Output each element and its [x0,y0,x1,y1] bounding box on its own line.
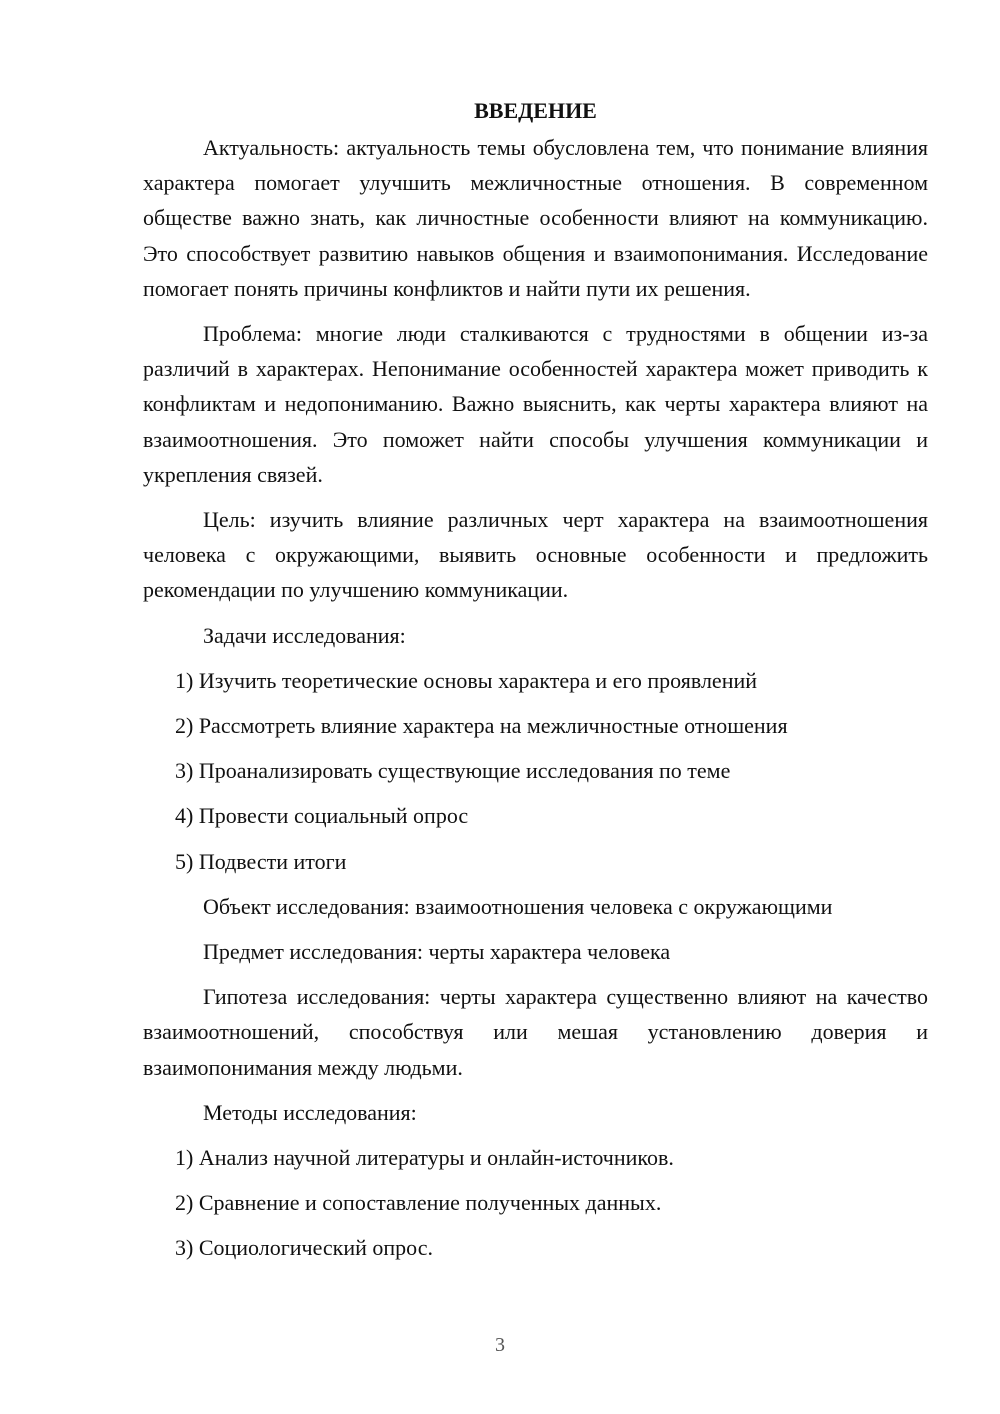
section-title: ВВЕДЕНИЕ [474,98,597,123]
task-item: 1) Изучить теоретические основы характера и его проявлений [175,667,758,693]
goal-paragraph: Цель: изучить влияние различных черт характера на взаимоотношения человека с окружающими, выявить основные особенности и предложить рекомендации по улучшению коммуникации. [143,507,928,603]
document-page [143,96,928,1276]
subject-paragraph: Предмет исследования: черты характера человека [203,939,671,965]
task-item: 2) Рассмотреть влияние характера на межличностные отношения [175,713,788,739]
task-item: 5) Подвести итоги [175,848,347,874]
method-item: 1) Анализ научной литературы и онлайн-источников. [175,1145,674,1171]
relevance-paragraph: Актуальность: актуальность темы обусловлена тем, что понимание влияния характера помогает улучшить межличностные отношения. В современном обществе важно знать, как личностные особенности влияют на коммуникацию. Это способствует развитию навыков общения и взаимопонимания. Исследование помогает понять причины конфликтов и найти пути их решения. [143,135,928,301]
hypothesis-paragraph: Гипотеза исследования: черты характера существенно влияют на качество взаимоотношений, способствуя или мешая установлению доверия и взаимопонимания между людьми. [143,984,928,1080]
task-item: 4) Провести социальный опрос [175,803,469,829]
tasks-heading: Задачи исследования: [203,622,406,648]
page-number: 3 [495,1334,505,1356]
object-paragraph: Объект исследования: взаимоотношения человека с окружающими [203,893,833,919]
method-item: 2) Сравнение и сопоставление полученных данных. [175,1190,662,1216]
method-item: 3) Социологический опрос. [175,1235,433,1261]
methods-list [143,1140,928,1266]
methods-heading: Методы исследования: [203,1099,417,1125]
task-item: 3) Проанализировать существующие исследования по теме [175,758,731,784]
problem-paragraph: Проблема: многие люди сталкиваются с трудностями в общении из-за различий в характерах. Непонимание особенностей характера может приводить к конфликтам и недопониманию. Важно выяснить, как черты характера влияют на взаимоотношения. Это поможет найти способы улучшения коммуникации и укрепления связей. [143,321,928,487]
tasks-list [143,663,928,879]
